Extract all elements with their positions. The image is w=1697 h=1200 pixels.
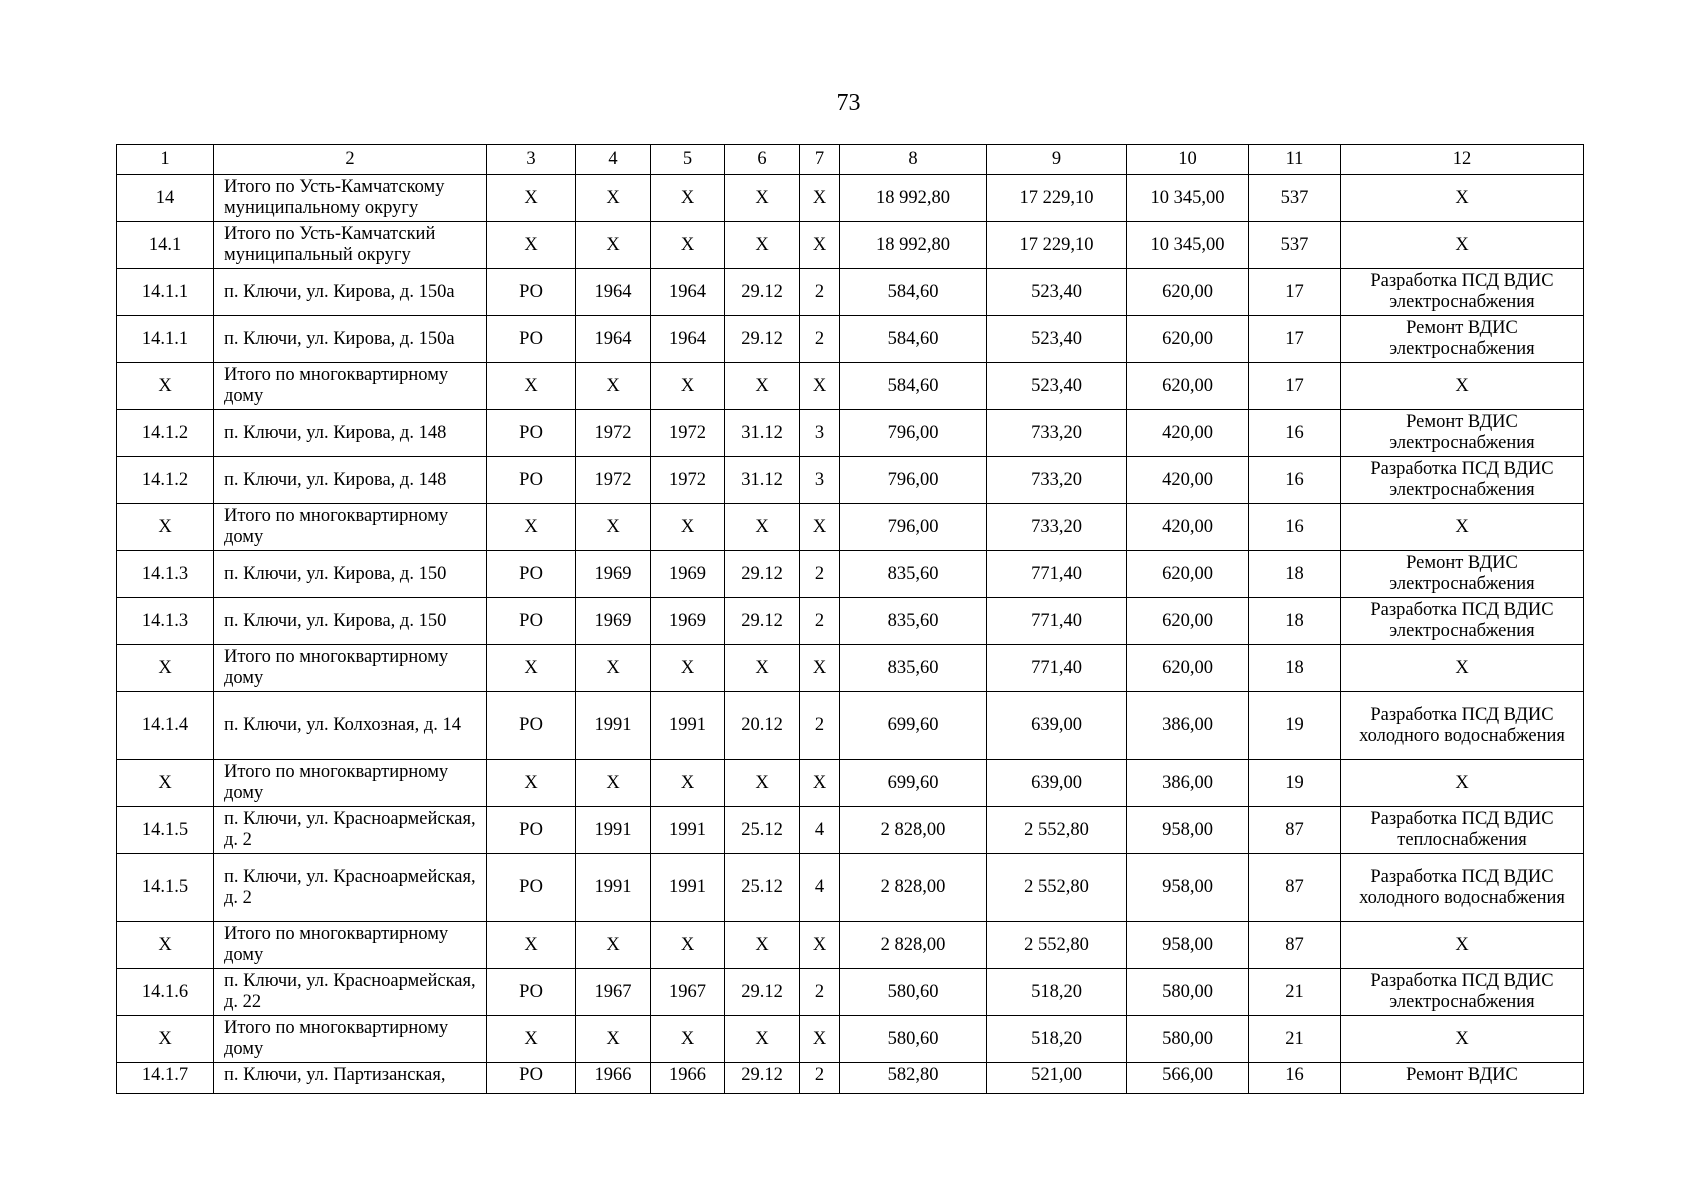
cost-cell: 958,00 xyxy=(1127,807,1249,854)
date-cell: 29.12 xyxy=(725,269,800,316)
group-cell: Х xyxy=(487,222,576,269)
address-cell: Итого по многоквартирному дому xyxy=(214,760,487,807)
total-area-cell: 584,60 xyxy=(840,363,987,410)
column-header: 1 xyxy=(117,145,214,175)
year-commissioned-cell: 1964 xyxy=(651,316,725,363)
residents-cell: 19 xyxy=(1249,692,1341,760)
table-row xyxy=(117,363,1584,410)
column-header: 2 xyxy=(214,145,487,175)
date-cell: 29.12 xyxy=(725,969,800,1016)
total-area-cell: 796,00 xyxy=(840,457,987,504)
cost-cell: 580,00 xyxy=(1127,969,1249,1016)
column-header: 10 xyxy=(1127,145,1249,175)
year-commissioned-cell: 1972 xyxy=(651,457,725,504)
work-type-cell: Ремонт ВДИС электроснабжения xyxy=(1341,316,1584,363)
table-row xyxy=(117,598,1584,645)
group-cell: РО xyxy=(487,692,576,760)
year-commissioned-cell: Х xyxy=(651,760,725,807)
column-header: 4 xyxy=(576,145,651,175)
residents-cell: 87 xyxy=(1249,807,1341,854)
year-commissioned-cell: 1966 xyxy=(651,1063,725,1094)
floors-cell: Х xyxy=(800,363,840,410)
group-cell: РО xyxy=(487,969,576,1016)
work-type-cell: Х xyxy=(1341,1016,1584,1063)
total-area-cell: 18 992,80 xyxy=(840,175,987,222)
address-cell: Итого по Усть-Камчатскому муниципальному округу xyxy=(214,175,487,222)
cost-cell: 10 345,00 xyxy=(1127,222,1249,269)
row-number-cell: Х xyxy=(117,1016,214,1063)
floors-cell: Х xyxy=(800,922,840,969)
date-cell: Х xyxy=(725,175,800,222)
group-cell: Х xyxy=(487,760,576,807)
year-built-cell: 1964 xyxy=(576,316,651,363)
date-cell: 29.12 xyxy=(725,551,800,598)
cost-cell: 420,00 xyxy=(1127,457,1249,504)
living-area-cell: 733,20 xyxy=(987,457,1127,504)
work-type-cell: Х xyxy=(1341,760,1584,807)
living-area-cell: 2 552,80 xyxy=(987,807,1127,854)
year-commissioned-cell: 1991 xyxy=(651,692,725,760)
date-cell: 29.12 xyxy=(725,598,800,645)
floors-cell: 2 xyxy=(800,316,840,363)
floors-cell: Х xyxy=(800,504,840,551)
address-cell: п. Ключи, ул. Кирова, д. 150а xyxy=(214,269,487,316)
floors-cell: 2 xyxy=(800,692,840,760)
table-row xyxy=(117,457,1584,504)
work-type-cell: Разработка ПСД ВДИС холодного водоснабжения xyxy=(1341,854,1584,922)
cost-cell: 620,00 xyxy=(1127,269,1249,316)
row-number-cell: Х xyxy=(117,504,214,551)
table-row xyxy=(117,1063,1584,1094)
year-built-cell: 1967 xyxy=(576,969,651,1016)
group-cell: Х xyxy=(487,645,576,692)
living-area-cell: 17 229,10 xyxy=(987,222,1127,269)
year-built-cell: Х xyxy=(576,1016,651,1063)
table-row xyxy=(117,807,1584,854)
living-area-cell: 518,20 xyxy=(987,969,1127,1016)
address-cell: п. Ключи, ул. Красноармейская, д. 2 xyxy=(214,854,487,922)
cost-cell: 620,00 xyxy=(1127,551,1249,598)
total-area-cell: 796,00 xyxy=(840,410,987,457)
row-number-cell: Х xyxy=(117,363,214,410)
work-type-cell: Х xyxy=(1341,363,1584,410)
address-cell: п. Ключи, ул. Кирова, д. 150 xyxy=(214,598,487,645)
group-cell: Х xyxy=(487,363,576,410)
year-commissioned-cell: 1967 xyxy=(651,969,725,1016)
capital-repair-table xyxy=(116,144,1584,1094)
living-area-cell: 639,00 xyxy=(987,760,1127,807)
year-commissioned-cell: 1969 xyxy=(651,551,725,598)
work-type-cell: Разработка ПСД ВДИС электроснабжения xyxy=(1341,598,1584,645)
cost-cell: 580,00 xyxy=(1127,1016,1249,1063)
total-area-cell: 580,60 xyxy=(840,1016,987,1063)
date-cell: 20.12 xyxy=(725,692,800,760)
row-number-cell: 14.1.1 xyxy=(117,316,214,363)
row-number-cell: 14.1.4 xyxy=(117,692,214,760)
group-cell: Х xyxy=(487,175,576,222)
year-commissioned-cell: Х xyxy=(651,363,725,410)
living-area-cell: 523,40 xyxy=(987,363,1127,410)
total-area-cell: 580,60 xyxy=(840,969,987,1016)
cost-cell: 386,00 xyxy=(1127,760,1249,807)
total-area-cell: 584,60 xyxy=(840,316,987,363)
residents-cell: 17 xyxy=(1249,363,1341,410)
table-row xyxy=(117,969,1584,1016)
cost-cell: 620,00 xyxy=(1127,645,1249,692)
year-commissioned-cell: Х xyxy=(651,175,725,222)
work-type-cell: Разработка ПСД ВДИС электроснабжения xyxy=(1341,969,1584,1016)
floors-cell: Х xyxy=(800,760,840,807)
address-cell: п. Ключи, ул. Красноармейская, д. 22 xyxy=(214,969,487,1016)
living-area-cell: 523,40 xyxy=(987,316,1127,363)
total-area-cell: 835,60 xyxy=(840,645,987,692)
residents-cell: 537 xyxy=(1249,222,1341,269)
group-cell: Х xyxy=(487,504,576,551)
date-cell: Х xyxy=(725,363,800,410)
year-commissioned-cell: Х xyxy=(651,645,725,692)
table-row xyxy=(117,692,1584,760)
floors-cell: Х xyxy=(800,175,840,222)
floors-cell: 2 xyxy=(800,551,840,598)
date-cell: Х xyxy=(725,760,800,807)
row-number-cell: 14.1.6 xyxy=(117,969,214,1016)
address-cell: п. Ключи, ул. Кирова, д. 148 xyxy=(214,457,487,504)
total-area-cell: 835,60 xyxy=(840,598,987,645)
year-built-cell: 1966 xyxy=(576,1063,651,1094)
living-area-cell: 521,00 xyxy=(987,1063,1127,1094)
floors-cell: 3 xyxy=(800,410,840,457)
table-row xyxy=(117,504,1584,551)
date-cell: 25.12 xyxy=(725,854,800,922)
address-cell: Итого по многоквартирному дому xyxy=(214,1016,487,1063)
row-number-cell: 14.1.1 xyxy=(117,269,214,316)
year-built-cell: 1969 xyxy=(576,551,651,598)
group-cell: РО xyxy=(487,1063,576,1094)
row-number-cell: Х xyxy=(117,760,214,807)
residents-cell: 17 xyxy=(1249,269,1341,316)
cost-cell: 420,00 xyxy=(1127,504,1249,551)
date-cell: 31.12 xyxy=(725,410,800,457)
cost-cell: 620,00 xyxy=(1127,598,1249,645)
cost-cell: 620,00 xyxy=(1127,363,1249,410)
year-built-cell: 1991 xyxy=(576,807,651,854)
total-area-cell: 835,60 xyxy=(840,551,987,598)
row-number-cell: 14.1 xyxy=(117,222,214,269)
work-type-cell: Разработка ПСД ВДИС электроснабжения xyxy=(1341,457,1584,504)
table-row xyxy=(117,760,1584,807)
column-number-row xyxy=(117,145,1584,175)
residents-cell: 16 xyxy=(1249,410,1341,457)
year-built-cell: Х xyxy=(576,363,651,410)
residents-cell: 16 xyxy=(1249,1063,1341,1094)
group-cell: РО xyxy=(487,551,576,598)
row-number-cell: 14.1.3 xyxy=(117,551,214,598)
table-row xyxy=(117,645,1584,692)
year-built-cell: Х xyxy=(576,760,651,807)
column-header: 12 xyxy=(1341,145,1584,175)
work-type-cell: Х xyxy=(1341,922,1584,969)
cost-cell: 958,00 xyxy=(1127,922,1249,969)
cost-cell: 620,00 xyxy=(1127,316,1249,363)
date-cell: Х xyxy=(725,922,800,969)
row-number-cell: 14 xyxy=(117,175,214,222)
total-area-cell: 584,60 xyxy=(840,269,987,316)
row-number-cell: Х xyxy=(117,645,214,692)
living-area-cell: 771,40 xyxy=(987,598,1127,645)
residents-cell: 19 xyxy=(1249,760,1341,807)
group-cell: РО xyxy=(487,807,576,854)
row-number-cell: Х xyxy=(117,922,214,969)
work-type-cell: Разработка ПСД ВДИС теплоснабжения xyxy=(1341,807,1584,854)
year-commissioned-cell: 1972 xyxy=(651,410,725,457)
date-cell: Х xyxy=(725,1016,800,1063)
group-cell: РО xyxy=(487,269,576,316)
residents-cell: 21 xyxy=(1249,1016,1341,1063)
floors-cell: Х xyxy=(800,222,840,269)
year-built-cell: Х xyxy=(576,922,651,969)
work-type-cell: Разработка ПСД ВДИС электроснабжения xyxy=(1341,269,1584,316)
table-row xyxy=(117,410,1584,457)
address-cell: п. Ключи, ул. Колхозная, д. 14 xyxy=(214,692,487,760)
living-area-cell: 771,40 xyxy=(987,551,1127,598)
group-cell: Х xyxy=(487,1016,576,1063)
living-area-cell: 518,20 xyxy=(987,1016,1127,1063)
group-cell: РО xyxy=(487,598,576,645)
address-cell: п. Ключи, ул. Кирова, д. 150 xyxy=(214,551,487,598)
row-number-cell: 14.1.2 xyxy=(117,410,214,457)
residents-cell: 16 xyxy=(1249,457,1341,504)
row-number-cell: 14.1.3 xyxy=(117,598,214,645)
total-area-cell: 2 828,00 xyxy=(840,922,987,969)
row-number-cell: 14.1.2 xyxy=(117,457,214,504)
floors-cell: Х xyxy=(800,645,840,692)
column-header: 6 xyxy=(725,145,800,175)
table-row xyxy=(117,551,1584,598)
group-cell: РО xyxy=(487,457,576,504)
year-built-cell: 1972 xyxy=(576,410,651,457)
year-commissioned-cell: 1964 xyxy=(651,269,725,316)
year-commissioned-cell: Х xyxy=(651,922,725,969)
residents-cell: 87 xyxy=(1249,922,1341,969)
table-body xyxy=(117,145,1584,1094)
year-commissioned-cell: 1991 xyxy=(651,807,725,854)
year-built-cell: 1991 xyxy=(576,692,651,760)
work-type-cell: Х xyxy=(1341,222,1584,269)
total-area-cell: 2 828,00 xyxy=(840,807,987,854)
year-commissioned-cell: Х xyxy=(651,222,725,269)
work-type-cell: Ремонт ВДИС электроснабжения xyxy=(1341,410,1584,457)
year-built-cell: 1972 xyxy=(576,457,651,504)
date-cell: Х xyxy=(725,645,800,692)
work-type-cell: Х xyxy=(1341,645,1584,692)
floors-cell: 2 xyxy=(800,598,840,645)
date-cell: 25.12 xyxy=(725,807,800,854)
group-cell: РО xyxy=(487,410,576,457)
table-row xyxy=(117,854,1584,922)
living-area-cell: 17 229,10 xyxy=(987,175,1127,222)
work-type-cell: Ремонт ВДИС xyxy=(1341,1063,1584,1094)
residents-cell: 537 xyxy=(1249,175,1341,222)
date-cell: Х xyxy=(725,222,800,269)
table-row xyxy=(117,316,1584,363)
residents-cell: 18 xyxy=(1249,645,1341,692)
total-area-cell: 2 828,00 xyxy=(840,854,987,922)
floors-cell: 2 xyxy=(800,969,840,1016)
year-built-cell: 1969 xyxy=(576,598,651,645)
column-header: 7 xyxy=(800,145,840,175)
column-header: 3 xyxy=(487,145,576,175)
group-cell: РО xyxy=(487,316,576,363)
group-cell: Х xyxy=(487,922,576,969)
column-header: 11 xyxy=(1249,145,1341,175)
cost-cell: 420,00 xyxy=(1127,410,1249,457)
residents-cell: 16 xyxy=(1249,504,1341,551)
address-cell: Итого по многоквартирному дому xyxy=(214,363,487,410)
work-type-cell: Х xyxy=(1341,504,1584,551)
address-cell: Итого по многоквартирному дому xyxy=(214,504,487,551)
floors-cell: 3 xyxy=(800,457,840,504)
residents-cell: 17 xyxy=(1249,316,1341,363)
total-area-cell: 18 992,80 xyxy=(840,222,987,269)
row-number-cell: 14.1.5 xyxy=(117,807,214,854)
living-area-cell: 523,40 xyxy=(987,269,1127,316)
column-header: 9 xyxy=(987,145,1127,175)
row-number-cell: 14.1.7 xyxy=(117,1063,214,1094)
year-built-cell: Х xyxy=(576,645,651,692)
residents-cell: 18 xyxy=(1249,598,1341,645)
cost-cell: 10 345,00 xyxy=(1127,175,1249,222)
table-row xyxy=(117,269,1584,316)
page-number: 73 xyxy=(836,90,861,116)
date-cell: 31.12 xyxy=(725,457,800,504)
year-built-cell: Х xyxy=(576,222,651,269)
address-cell: Итого по Усть-Камчатский муниципальный округу xyxy=(214,222,487,269)
address-cell: п. Ключи, ул. Партизанская, xyxy=(214,1063,487,1094)
living-area-cell: 2 552,80 xyxy=(987,854,1127,922)
table-row xyxy=(117,1016,1584,1063)
year-built-cell: 1964 xyxy=(576,269,651,316)
year-built-cell: 1991 xyxy=(576,854,651,922)
residents-cell: 18 xyxy=(1249,551,1341,598)
floors-cell: Х xyxy=(800,1016,840,1063)
residents-cell: 87 xyxy=(1249,854,1341,922)
work-type-cell: Ремонт ВДИС электроснабжения xyxy=(1341,551,1584,598)
floors-cell: 2 xyxy=(800,269,840,316)
living-area-cell: 639,00 xyxy=(987,692,1127,760)
date-cell: 29.12 xyxy=(725,1063,800,1094)
column-header: 8 xyxy=(840,145,987,175)
year-commissioned-cell: Х xyxy=(651,504,725,551)
address-cell: п. Ключи, ул. Кирова, д. 148 xyxy=(214,410,487,457)
total-area-cell: 796,00 xyxy=(840,504,987,551)
work-type-cell: Разработка ПСД ВДИС холодного водоснабжения xyxy=(1341,692,1584,760)
year-commissioned-cell: Х xyxy=(651,1016,725,1063)
cost-cell: 566,00 xyxy=(1127,1063,1249,1094)
floors-cell: 2 xyxy=(800,1063,840,1094)
address-cell: п. Ключи, ул. Кирова, д. 150а xyxy=(214,316,487,363)
cost-cell: 386,00 xyxy=(1127,692,1249,760)
column-header: 5 xyxy=(651,145,725,175)
living-area-cell: 733,20 xyxy=(987,410,1127,457)
table-row xyxy=(117,922,1584,969)
table-row xyxy=(117,175,1584,222)
living-area-cell: 733,20 xyxy=(987,504,1127,551)
cost-cell: 958,00 xyxy=(1127,854,1249,922)
row-number-cell: 14.1.5 xyxy=(117,854,214,922)
table-row xyxy=(117,222,1584,269)
work-type-cell: Х xyxy=(1341,175,1584,222)
living-area-cell: 771,40 xyxy=(987,645,1127,692)
living-area-cell: 2 552,80 xyxy=(987,922,1127,969)
total-area-cell: 699,60 xyxy=(840,760,987,807)
residents-cell: 21 xyxy=(1249,969,1341,1016)
address-cell: Итого по многоквартирному дому xyxy=(214,922,487,969)
address-cell: Итого по многоквартирному дому xyxy=(214,645,487,692)
date-cell: Х xyxy=(725,504,800,551)
floors-cell: 4 xyxy=(800,807,840,854)
group-cell: РО xyxy=(487,854,576,922)
address-cell: п. Ключи, ул. Красноармейская, д. 2 xyxy=(214,807,487,854)
date-cell: 29.12 xyxy=(725,316,800,363)
year-built-cell: Х xyxy=(576,175,651,222)
total-area-cell: 582,80 xyxy=(840,1063,987,1094)
floors-cell: 4 xyxy=(800,854,840,922)
total-area-cell: 699,60 xyxy=(840,692,987,760)
year-commissioned-cell: 1991 xyxy=(651,854,725,922)
year-built-cell: Х xyxy=(576,504,651,551)
year-commissioned-cell: 1969 xyxy=(651,598,725,645)
